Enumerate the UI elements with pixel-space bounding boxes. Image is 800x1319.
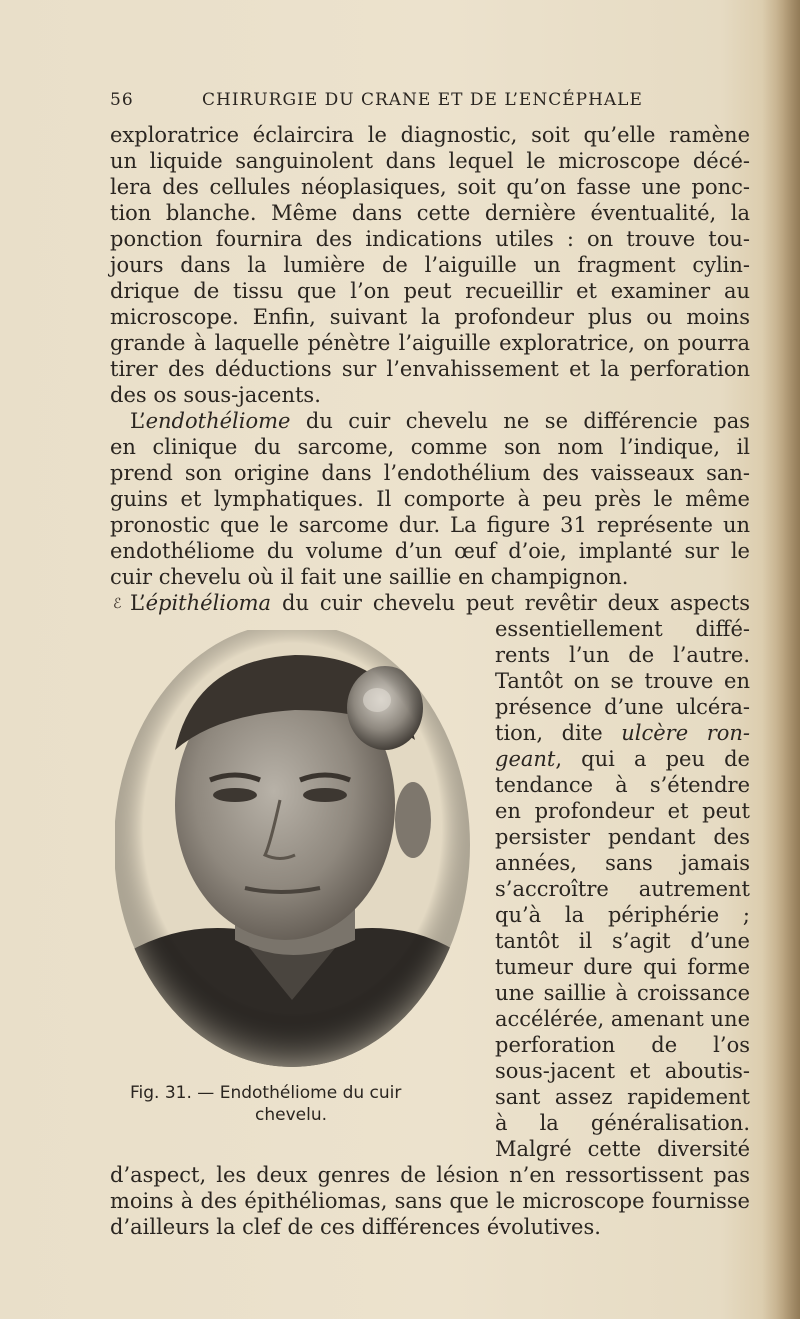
text-line: en clinique du sarcome, comme son nom l’indique, il [110, 435, 750, 459]
text-line [495, 746, 750, 772]
text-line: exploratrice éclaircira le diagnostic, soit qu’elle ramène [110, 123, 750, 147]
text-line: tirer des déductions sur l’envahissement et la perforation [110, 357, 750, 381]
text-line: endothéliome du volume d’un œuf d’oie, implanté sur le [110, 539, 750, 563]
text-line: microscope. Enfin, suivant la profondeur plus ou moins [110, 305, 750, 329]
text-line: à la généralisation. [495, 1111, 750, 1135]
text-line: tantôt il s’agit d’une [495, 929, 750, 953]
text-line: Malgré cette diversité [495, 1137, 750, 1161]
text-line: cuir chevelu où il fait une saillie en champignon. [110, 565, 629, 589]
text-span: L’ [130, 591, 146, 615]
italic-term: geant [495, 747, 556, 771]
text-line: pronostic que le sarcome dur. La figure 31 représente un [110, 513, 750, 537]
text-line: perforation de l’os [495, 1033, 750, 1057]
text-line: guins et lymphatiques. Il comporte à peu près le même [110, 487, 750, 511]
margin-annotation: ℰ [113, 596, 122, 612]
text-line: tendance à s’étendre [495, 773, 750, 797]
text-line: tion blanche. Même dans cette dernière éventualité, la [110, 201, 750, 225]
text-line: grande à laquelle pénètre l’aiguille exploratrice, on pourra [110, 331, 750, 355]
text-span: du cuir chevelu ne se différencie pas [290, 409, 750, 433]
caption-line: chevelu. [255, 1105, 328, 1125]
text-line: persister pendant des [495, 825, 750, 849]
portrait-image [115, 630, 470, 1070]
page-number: 56 [110, 90, 134, 110]
text-line: lera des cellules néoplasiques, soit qu’on fasse une ponc- [110, 175, 750, 199]
text-line: Tantôt on se trouve en [495, 669, 750, 693]
text-line: accélérée, amenant une [495, 1007, 750, 1031]
text-line: années, sans jamais [495, 851, 750, 875]
text-line: drique de tissu que l’on peut recueillir et examiner au [110, 279, 750, 303]
text-line: en profondeur et peut [495, 799, 750, 823]
text-line: sant assez rapidement [495, 1085, 750, 1109]
text-line: qu’à la périphérie ; [495, 903, 750, 927]
text-line: d’ailleurs la clef de ces différences évolutives. [110, 1215, 601, 1239]
italic-term: épithélioma [145, 591, 272, 615]
text-span: du cuir chevelu peut revêtir deux aspects [271, 591, 750, 615]
paragraph-first-line [130, 590, 750, 616]
figure-caption [115, 1082, 470, 1126]
text-line: des os sous-jacents. [110, 383, 321, 407]
text-span: , qui a peu de [555, 747, 750, 771]
text-line: sous-jacent et aboutis- [495, 1059, 750, 1083]
italic-term: endothéliome [145, 409, 291, 433]
text-line: essentiellement diffé- [495, 617, 750, 641]
text-line: jours dans la lumière de l’aiguille un fragment cylin- [110, 253, 750, 277]
text-line [495, 720, 750, 746]
caption-line: Fig. 31. — Endothéliome du cuir [130, 1083, 402, 1103]
paragraph-first-line [130, 408, 750, 434]
text-line: ponction fournira des indications utiles : on trouve tou- [110, 227, 750, 251]
text-line: d’aspect, les deux genres de lésion n’en ressortissent pas [110, 1163, 750, 1187]
running-title: CHIRURGIE DU CRANE ET DE L’ENCÉPHALE [202, 90, 643, 110]
page-edge-shadow [762, 0, 800, 1319]
italic-term: ulcère ron- [621, 721, 751, 745]
running-header [110, 90, 750, 118]
text-line: une saillie à croissance [495, 981, 750, 1005]
text-line: tumeur dure qui forme [495, 955, 750, 979]
text-line: rents l’un de l’autre. [495, 643, 750, 667]
figure-31-photograph [115, 630, 470, 1070]
text-line: moins à des épithéliomas, sans que le microscope fournisse [110, 1189, 750, 1213]
text-line: s’accroître autrement [495, 877, 750, 901]
text-line: présence d’une ulcéra- [495, 695, 750, 719]
text-line: un liquide sanguinolent dans lequel le microscope décé- [110, 149, 750, 173]
text-span: L’ [130, 409, 146, 433]
text-span: tion, dite [495, 721, 622, 745]
text-line: prend son origine dans l’endothélium des vaisseaux san- [110, 461, 750, 485]
